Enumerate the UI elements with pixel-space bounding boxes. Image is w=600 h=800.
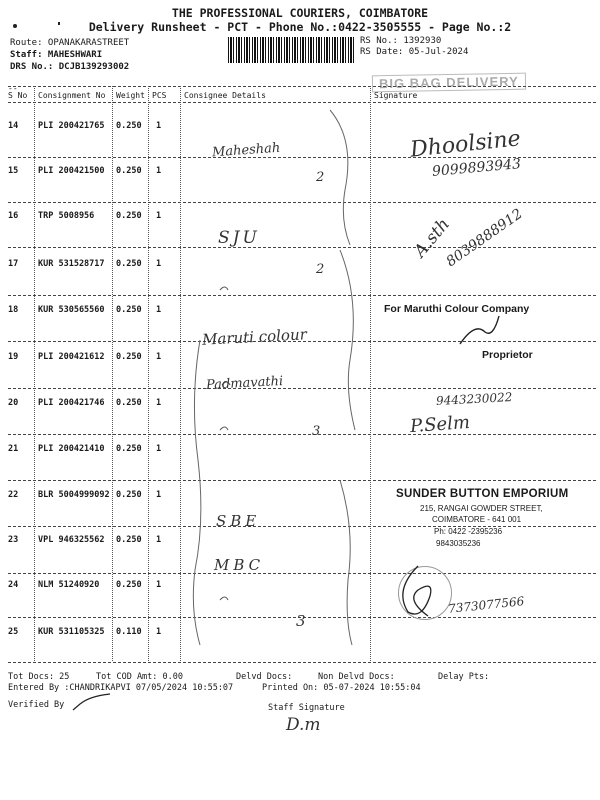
col-weight: Weight [116, 91, 145, 100]
handwritten-consignee: Maheshah [211, 140, 281, 161]
printed-on: Printed On: 05-07-2024 10:55:04 [262, 683, 421, 693]
row-consignment: PLI 200421746 [38, 398, 105, 408]
entered-by: Entered By :CHANDRIKAPVI 07/05/2024 10:55:07 [8, 683, 234, 693]
row-consignment: TRP 5008956 [38, 211, 95, 221]
row-sno: 15 [8, 166, 19, 176]
row-sno: 17 [8, 259, 19, 269]
col-signature: Signature [374, 91, 418, 100]
row-pcs: 1 [156, 352, 162, 362]
row-weight: 0.250 [116, 490, 142, 500]
table-top-rule [8, 86, 596, 87]
row-weight: 0.250 [116, 580, 142, 590]
row-pcs: 1 [156, 535, 162, 545]
handwritten-phone: 9443230022 [435, 390, 513, 408]
total-docs: Tot Docs: 25 [8, 672, 70, 682]
row-pcs: 1 [156, 490, 162, 500]
row-weight: 0.250 [116, 166, 142, 176]
handwritten-phone: 7373077566 [447, 594, 525, 616]
row-pcs: 1 [156, 259, 162, 269]
row-sno: 23 [8, 535, 19, 545]
row-consignment: PLI 200421410 [38, 444, 105, 454]
barcode [228, 37, 356, 63]
row-weight: 0.250 [116, 535, 142, 545]
verified-signature [70, 692, 115, 714]
punch-dot [58, 22, 60, 25]
row-sno: 14 [8, 121, 19, 131]
col-sno: S No [8, 91, 28, 100]
rs-number: RS No.: 1392930 [360, 36, 442, 46]
handwritten-phone: 9099893943 [431, 156, 522, 180]
handwritten-signature: A.sth [410, 214, 454, 262]
sunder-stamp-mobile: 9843035236 [436, 539, 481, 548]
col-consignment: Consignment No [38, 91, 106, 100]
row-rule [8, 662, 596, 663]
staff-signature: D.m [286, 715, 321, 735]
row-pcs: 1 [156, 580, 162, 590]
dash-mark: -- [8, 84, 18, 93]
col-consignee: Consignee Details [184, 91, 266, 100]
row-consignment: PLI 200421612 [38, 352, 105, 362]
handwritten-count: 2 [316, 170, 325, 185]
row-pcs: 1 [156, 444, 162, 454]
row-consignment: KUR 531528717 [38, 259, 105, 269]
staff-label: Staff: MAHESHWARI [10, 50, 103, 60]
maruthi-signature [455, 312, 505, 348]
sheet-title: THE PROFESSIONAL COURIERS, COIMBATORE [171, 6, 429, 20]
handwritten-count: 2 [316, 262, 325, 277]
row-sno: 19 [8, 352, 19, 362]
row-pcs: 1 [156, 166, 162, 176]
punch-dot [13, 24, 17, 28]
handwritten-consignee: Maruti colour [201, 325, 308, 349]
seal-signature [388, 560, 448, 622]
handwritten-consignee: SJU [218, 228, 260, 248]
row-pcs: 1 [156, 121, 162, 131]
row-sno: 25 [8, 627, 19, 637]
sunder-stamp-city: COIMBATORE - 641 001 [432, 515, 522, 524]
row-sno: 22 [8, 490, 19, 500]
maruthi-stamp-title: Proprietor [482, 349, 533, 361]
row-weight: 0.250 [116, 352, 142, 362]
total-cod: Tot COD Amt: 0.00 [96, 672, 183, 682]
delay-points: Delay Pts: [438, 672, 490, 682]
rs-date: RS Date: 05-Jul-2024 [360, 47, 469, 57]
row-pcs: 1 [156, 627, 162, 637]
row-pcs: 1 [156, 398, 162, 408]
handwritten-count: 3 [312, 424, 321, 439]
col-divider [370, 86, 371, 661]
col-divider [34, 86, 35, 661]
handwritten-phone: 8039888912 [443, 205, 526, 271]
handwritten-count: 3 [296, 612, 306, 630]
row-consignment: NLM 51240920 [38, 580, 100, 590]
sheet-subtitle: Delivery Runsheet - PCT - Phone No.:0422-3505555 - Page No.:2 [88, 20, 512, 34]
delivered-docs: Delvd Docs: [236, 672, 293, 682]
big-bag-delivery-stamp: BIG BAG DELIVERY [372, 73, 526, 93]
staff-signature-label: Staff Signature [268, 703, 345, 713]
sunder-stamp-phone: Ph: 0422 -2395236 [434, 527, 503, 536]
row-weight: 0.250 [116, 305, 142, 315]
row-weight: 0.250 [116, 398, 142, 408]
handwritten-consignee: MBC [214, 556, 265, 574]
handwritten-consignee: Padmavathi [205, 373, 284, 394]
row-consignment: PLI 200421500 [38, 166, 105, 176]
sunder-stamp-name: SUNDER BUTTON EMPORIUM [396, 488, 569, 500]
drs-number: DRS No.: DCJB139293002 [10, 62, 130, 72]
row-pcs: 1 [156, 305, 162, 315]
row-pcs: 1 [156, 211, 162, 221]
row-weight: 0.250 [116, 259, 142, 269]
handwritten-signature: Dhoolsine [408, 126, 522, 163]
row-consignment: KUR 530565560 [38, 305, 105, 315]
row-consignment: KUR 531105325 [38, 627, 105, 637]
row-weight: 0.110 [116, 627, 142, 637]
row-weight: 0.250 [116, 211, 142, 221]
row-consignment: VPL 946325562 [38, 535, 105, 545]
row-sno: 16 [8, 211, 19, 221]
row-weight: 0.250 [116, 444, 142, 454]
col-divider [148, 86, 149, 661]
row-consignment: BLR 5004999092 [38, 490, 110, 500]
col-pcs: PCS [152, 91, 167, 100]
verified-by: Verified By [8, 700, 65, 710]
non-delivered-docs: Non Delvd Docs: [318, 672, 395, 682]
row-weight: 0.250 [116, 121, 142, 131]
col-divider [112, 86, 113, 661]
handwritten-signature: P.Selm [409, 411, 471, 438]
row-sno: 24 [8, 580, 19, 590]
maruthi-stamp-name: For Maruthi Colour Company [384, 303, 530, 315]
sunder-stamp-address: 215, RANGAI GOWDER STREET, [420, 504, 543, 513]
row-sno: 20 [8, 398, 19, 408]
route-label: Route: OPANAKARASTREET [10, 38, 130, 48]
row-sno: 18 [8, 305, 19, 315]
row-sno: 21 [8, 444, 19, 454]
row-consignment: PLI 200421765 [38, 121, 105, 131]
handwritten-consignee: SBE [216, 512, 261, 530]
